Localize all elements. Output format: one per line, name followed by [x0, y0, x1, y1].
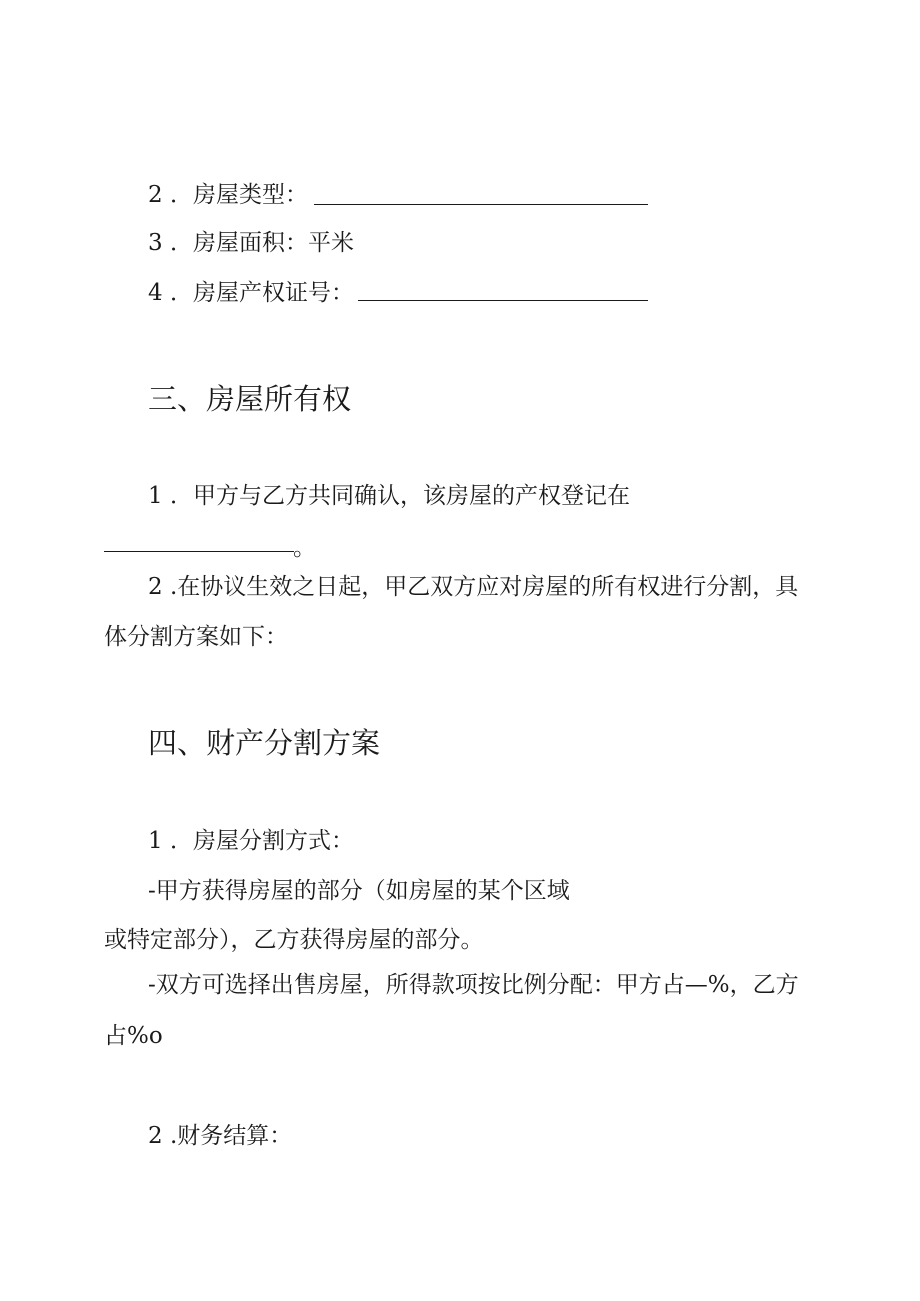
- section-4-heading: 四、财产分割方案: [148, 726, 381, 760]
- house-type-blank: [314, 203, 648, 205]
- property-cert-blank: [358, 299, 648, 301]
- s4-b2-line2: 占%o: [104, 1023, 163, 1049]
- house-area-label: 3 ．房屋面积：平米: [148, 230, 354, 256]
- s3-p1-end: 。: [293, 535, 316, 561]
- s3-p1-blank: [104, 550, 294, 552]
- property-cert-label: 4 ．房屋产权证号：: [148, 280, 354, 306]
- s4-sub2: 2 .财务结算：: [148, 1123, 293, 1149]
- s4-b2-line1: -双方可选择出售房屋，所得款项按比例分配：甲方占—%，乙方: [148, 972, 799, 998]
- s3-p1-line1: 1 ．甲方与乙方共同确认，该房屋的产权登记在: [148, 483, 630, 509]
- section-3-heading: 三、房屋所有权: [148, 382, 352, 416]
- s4-b1-line1: -甲方获得房屋的部分（如房屋的某个区域: [148, 878, 570, 904]
- property-cert-line: [148, 278, 354, 308]
- s3-p2-line2: 体分割方案如下：: [104, 624, 288, 650]
- house-type-label: 2 ．房屋类型：: [148, 182, 308, 208]
- s4-sub1: 1 ．房屋分割方式：: [148, 828, 354, 854]
- s3-p2-line1: 2 .在协议生效之日起，甲乙双方应对房屋的所有权进行分割，具: [148, 574, 799, 600]
- house-area-line: [148, 228, 354, 258]
- house-type-line: [148, 180, 308, 210]
- s4-b1-line2: 或特定部分），乙方获得房屋的部分。: [104, 927, 484, 953]
